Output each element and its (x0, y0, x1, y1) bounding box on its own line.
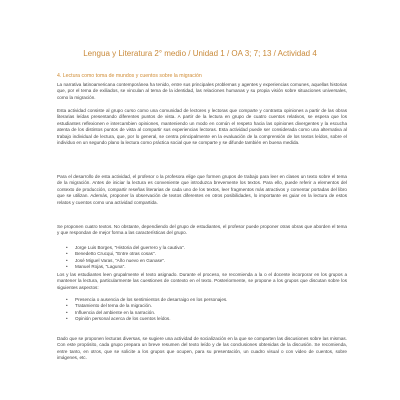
list-item: • Influencia del ambiente en la narración. (66, 309, 156, 315)
list-item: • Tratamiento del tema de la migración. (66, 303, 152, 309)
section-title: 4. Lectura como toma de mundos y cuentos sobre la migración (57, 73, 202, 79)
intro-paragraph: La narrativa latinoamericana contemporánea ha tenido, entre sus principales problemas y agentes y experiencias comunes, aquellas historias que, por el tema de exiliados, se vinculan al tema de la identidad, las relaciones humanas y su propia visión sobre situaciones universales, como la migración. (57, 82, 347, 100)
activity-paragraph: Esta actividad consiste al grupo curso como una comunidad de lectores y lectoras que comparte y contrasta opiniones a partir de las obras literarias leídas presentando diferentes puntos de vista. A partir de la lectura en grupo de cuatro cuentos relativos, se espera que los estudiantes reflexionen e intercambien opiniones, manteniendo un modo en común el respeto hacia las opiniones divergentes y la escucha atenta de los distintos puntos de vista al compartir sus experiencias lectoras. Esta actividad puede ser considerada como una alternativa al trabajo individual de lectura, que, por lo general, se centra principalmente en la evaluación de la comprensión de los textos leídos, sobre el individuo en un segundo plano la lectura como práctica social que se comparte y se difunde también en buena medida. (57, 108, 347, 146)
list-item: • Jorge Luis Borges, "Historia del guerrero y la cautiva". (66, 245, 185, 250)
aspects-list (57, 297, 227, 323)
proposal-paragraph: Se proponen cuatro textos. No obstante, dependiendo del grupo de estudiantes, el profesor puede proponer otras obras que aborden el tema y que respondan de mejor forma a las características del grupo. (57, 224, 347, 236)
reading-paragraph: Los y las estudiantes leen grupalmente el texto asignado. Durante el proceso, se recomienda a la o el docente incorporar en los grupos a mantener la lectura, particularmente las cuestiones de contexto en el texto. Posteriormente, se propone a los grupos que discutan sobre los siguientes aspectos: (57, 272, 347, 290)
list-item: • Manuel Rojas, "Laguna". (66, 264, 126, 270)
development-paragraph: Para el desarrollo de esta actividad, el profesor o la profesora elige que formen grupos de trabajo para leer en clases un texto sobre el tema de la migración. Antes de iniciar la lectura es conveniente que introduzca brevemente los textos. Para ello, puede referir a elementos del contexto de producción, compartir reseñas literarias de cada uno de los textos, leer fragmentos más atractivos y comentar portadas del libro que se utilizan. Además, proponer la observación de textos diferentes en otros posibilidades, lo importante es guiar en la lectura de estos relatos y cuentos como una actividad compartida. (57, 174, 347, 205)
list-item: • Presencia o ausencia de los sentimientos de desarraigo en los personajes. (66, 297, 228, 302)
list-item: • Opinión personal acerca de los cuentos leídos. (66, 316, 171, 322)
texts-list (57, 245, 185, 271)
list-item: • Benedetto Crucqui, "Entre otras cosas". (66, 251, 156, 257)
list-item: • José Miguel Varas, "Año nuevo en Ganase". (66, 257, 166, 263)
closing-paragraph: Dado que se proponen lecturas diversas, se sugiere una actividad de socialización en la que se comparten las discusiones sobre las mismas. Con este propósito, cada grupo prepara un breve resumen del texto leído y de las conclusiones obtenidas de la discusión. Se recomienda, entre tanto, en otros, que se solicite a los grupos que ocupen, para su presentación, un cuadro visual o con video de cuentos, sobre imágenes, etc. (57, 336, 347, 361)
page-title: Lengua y Literatura 2° medio / Unidad 1 / OA 3; 7; 13 / Actividad 4 (83, 49, 317, 58)
